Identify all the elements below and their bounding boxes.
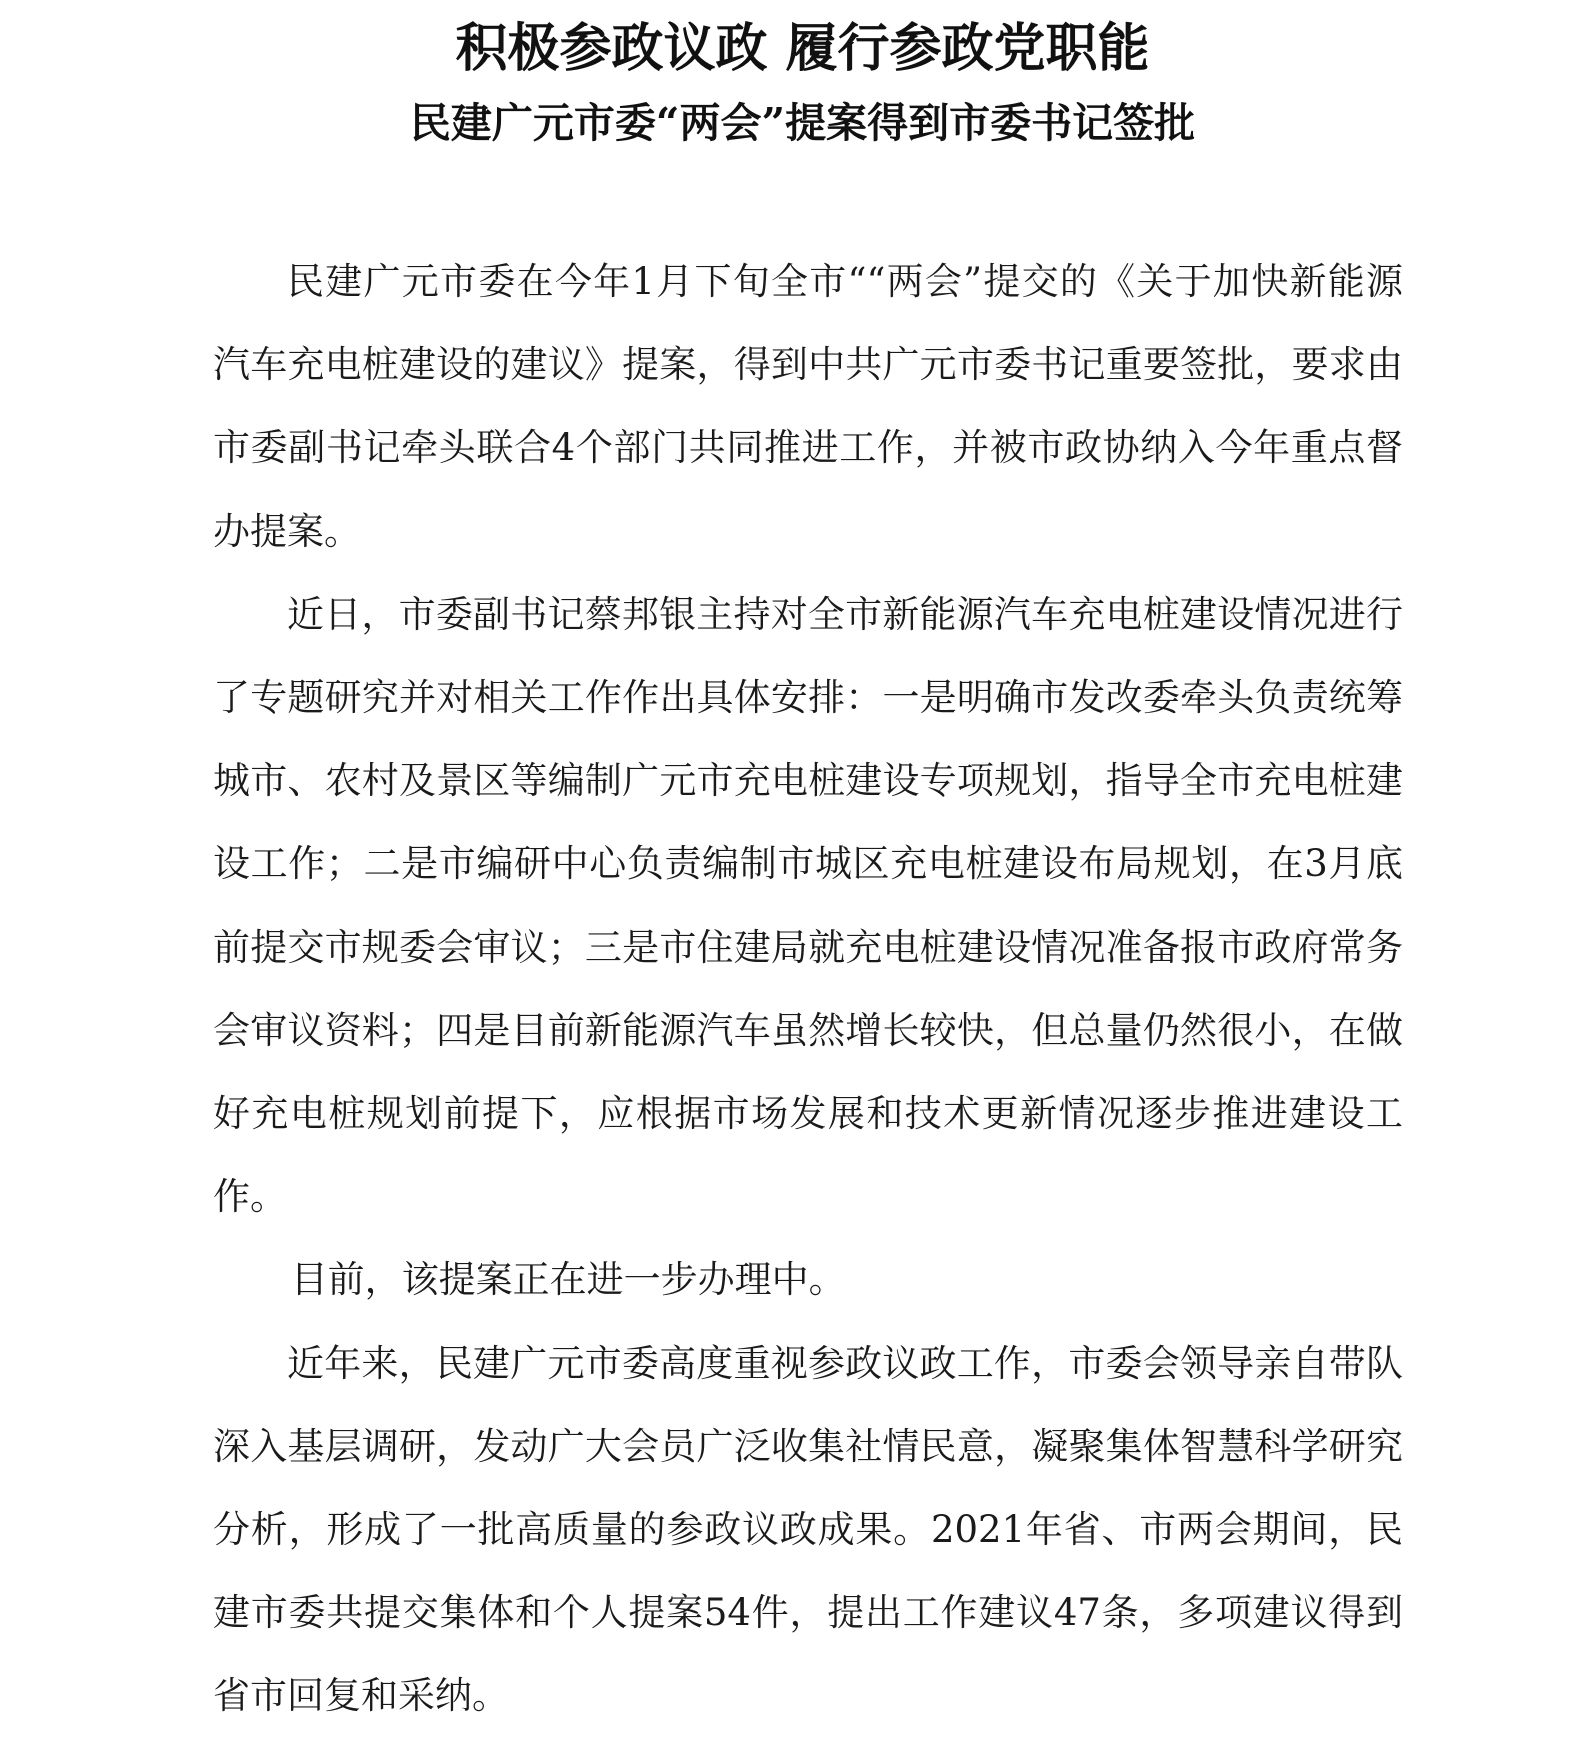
document-title: 积极参政议政 履行参政党职能 (455, 18, 1150, 79)
document-subtitle: 民建广元市委“两会”提案得到市委书记签批 (409, 99, 1196, 147)
paragraph-current-status: 目前，该提案正在进一步办理中。 (290, 1258, 846, 1302)
paragraph-proposal-submission: 民建广元市委在今年1月下旬全市““两会”提交的《关于加快新能源汽车充电桩建设的建议》提案，得到中共广元市委书记重要签批，要求由市委副书记牵头联合4个部门共同推进工作，并被市政协纳入今年重点督办提案。 (213, 260, 1403, 553)
paragraph-recent-achievements: 近年来，民建广元市委高度重视参政议政工作，市委会领导亲自带队深入基层调研，发动广大会员广泛收集社情民意，凝聚集体智慧科学研究分析，形成了一批高质量的参政议政成果。2021年省、市两会期间，民建市委共提交集体和个人提案54件，提出工作建议47条，多项建议得到省市回复和采纳。 (213, 1341, 1403, 1718)
document-body (213, 240, 1403, 1738)
paragraph-work-arrangement: 近日，市委副书记蔡邦银主持对全市新能源汽车充电桩建设情况进行了专题研究并对相关工作作出具体安排：一是明确市发改委牵头负责统筹城市、农村及景区等编制广元市充电桩建设专项规划，指导全市充电桩建设工作；二是市编研中心负责编制市城区充电桩建设布局规划，在3月底前提交市规委会审议；三是市住建局就充电桩建设情况准备报市政府常务会审议资料；四是目前新能源汽车虽然增长较快，但总量仍然很小，在做好充电桩规划前提下，应根据市场发展和技术更新情况逐步推进建设工作。 (213, 592, 1403, 1219)
